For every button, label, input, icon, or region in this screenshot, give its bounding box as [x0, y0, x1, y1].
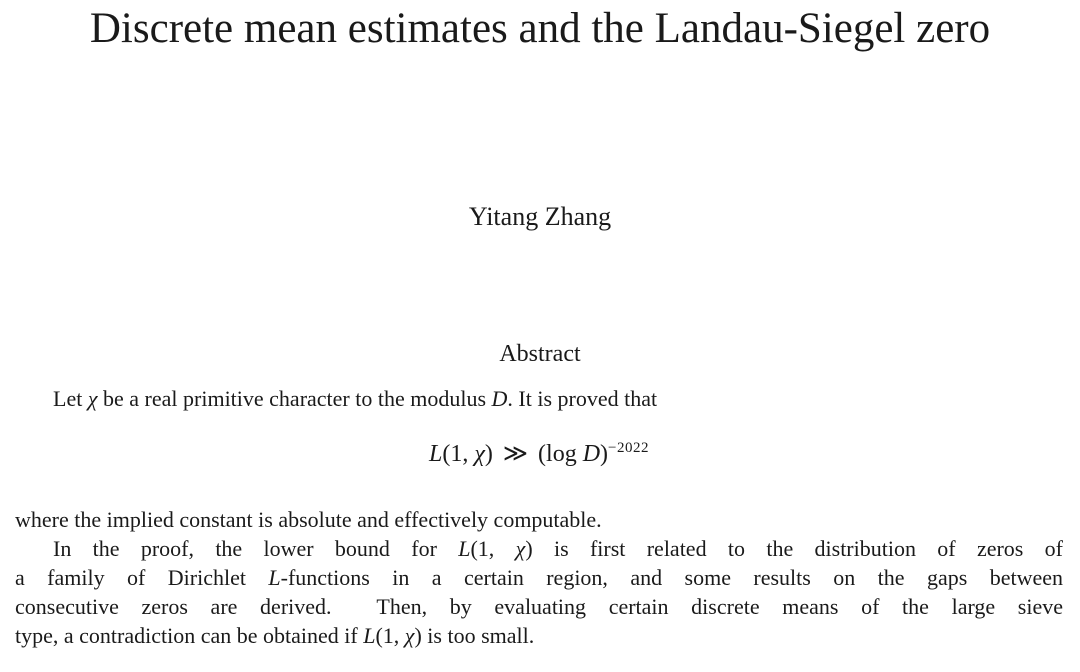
abstract-line [15, 505, 1063, 534]
text-segment: Let [53, 386, 88, 411]
text-segment: a family of Dirichlet [15, 565, 269, 590]
text-segment: ) [484, 441, 499, 467]
abstract-line [15, 563, 1063, 592]
text-segment: ) [600, 441, 609, 467]
text-segment: (1, [442, 441, 475, 467]
abstract-body [15, 384, 1063, 650]
abstract-line [15, 621, 1063, 650]
text-segment: (log [532, 441, 583, 467]
text-segment: . It is proved that [507, 386, 658, 411]
math-symbol: L [268, 565, 281, 590]
text-segment: (1, [375, 623, 405, 648]
text-segment: ≫ [502, 441, 529, 467]
paper-title: Discrete mean estimates and the Landau-Siegel zero [89, 5, 991, 52]
math-symbol: χ [404, 623, 415, 648]
math-symbol: L [458, 536, 471, 561]
display-formula [15, 436, 1063, 472]
math-symbol: L [363, 623, 376, 648]
math-symbol: χ [515, 536, 526, 561]
text-segment: where the implied constant is absolute and effectively computable. [15, 507, 602, 532]
math-symbol: D [582, 441, 601, 467]
formula-exponent: −2022 [608, 440, 650, 456]
author-name: Yitang Zhang [468, 202, 612, 231]
text-segment: ) is too small. [414, 623, 535, 648]
text-segment: ) is first related to the distribution of zeros of [525, 536, 1064, 561]
abstract-line [15, 592, 1063, 621]
math-symbol: χ [87, 386, 98, 411]
text-segment: be a real primitive character to the modulus [97, 386, 492, 411]
text-segment: -functions in a certain region, and some results on the gaps between [280, 565, 1063, 590]
math-symbol: D [491, 386, 508, 411]
math-symbol: L [428, 441, 443, 467]
abstract-line [15, 384, 1063, 413]
math-symbol: χ [474, 441, 485, 467]
abstract-heading: Abstract [499, 341, 581, 367]
text-segment: consecutive zeros are derived. Then, by evaluating certain discrete means of the large sieve [15, 594, 1063, 619]
abstract-line [15, 534, 1063, 563]
text-segment: type, a contradiction can be obtained if [15, 623, 364, 648]
text-segment: In the proof, the lower bound for [53, 536, 459, 561]
text-segment: (1, [470, 536, 516, 561]
